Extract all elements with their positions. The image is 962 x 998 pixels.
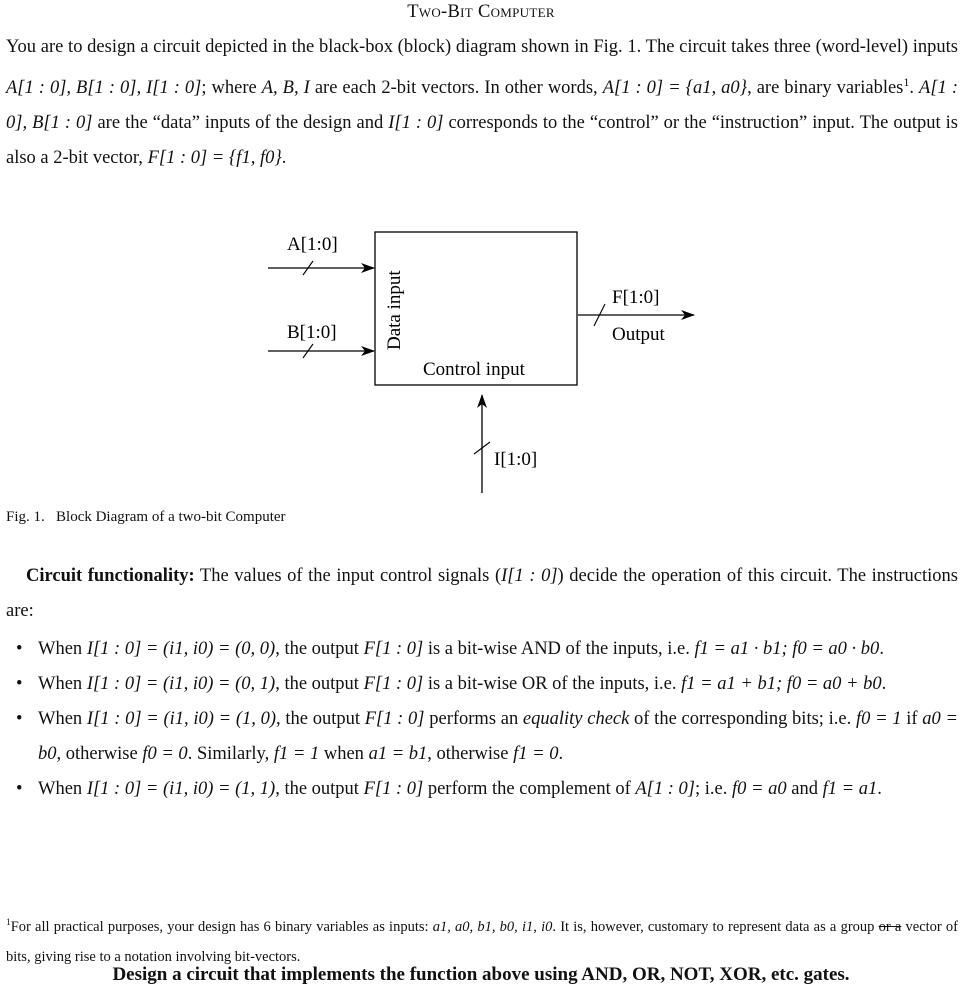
input-b-label: B[1:0]	[287, 322, 337, 343]
design-instruction: Design a circuit that implements the function above using AND, OR, NOT, XOR, etc. gates.	[112, 964, 850, 985]
control-input-name: I[1:0]	[494, 449, 538, 470]
intro-paragraph: You are to design a circuit depicted in the black-box (block) diagram shown in Fig. 1. The circuit takes three (word-level) inputs A[1 : 0], B[1 : 0], I[1 : 0]; where A, B, I are each 2-bit vectors. In other words, A[1 : 0] = {a1, a0}, are binary variables$^1$. A[1 : 0], B[1 : 0] are the “data” inputs of the design and I[1 : 0] corresponds to the “control” or the “instruction” input. The output is also a 2-bit vector, F[1 : 0] = {f1, f0}.	[6, 37, 958, 169]
footnote: $^1$For all practical purposes, your design has 6 binary variables as inputs: a1, a0, b1, b0, i1, i0. It is, however, customary to represent data as a group or a vector of bits, giving rise to a notation involving bit-vectors.	[6, 918, 959, 965]
list-item: • When I[1 : 0] = (i1, i0) = (1, 1), the output F[1 : 0] perform the complement of A[1 : 0]; i.e. f0 = a0 and f1 = a1.	[6, 772, 958, 807]
math-data-inputs: A[1 : 0], B[1 : 0]	[6, 78, 958, 134]
block-diagram	[0, 220, 962, 505]
footnote-mark: 1	[6, 918, 11, 928]
struck-text: or a	[878, 918, 902, 935]
control-input-label: Control input	[423, 359, 525, 380]
footnote-ref: 1	[903, 75, 910, 89]
math-control: I[1 : 0]	[388, 113, 444, 134]
instruction-list	[6, 632, 958, 807]
math-inputs: A[1 : 0], B[1 : 0], I[1 : 0]	[6, 78, 202, 99]
page-title: Two-Bit Computer	[407, 2, 555, 22]
list-item: • When I[1 : 0] = (i1, i0) = (0, 0), the output F[1 : 0] is a bit-wise AND of the inputs, i.e. f1 = a1 · b1; f0 = a0 · b0.	[6, 632, 958, 667]
functionality-heading: Circuit functionality:	[26, 566, 195, 586]
math-a-def: A[1 : 0] = {a1, a0}	[602, 78, 748, 99]
functionality-paragraph: Circuit functionality: The values of the input control signals (I[1 : 0]) decide the operation of this circuit. The instructions are:	[6, 566, 958, 621]
output-label: F[1:0]	[612, 287, 660, 308]
input-a-label: A[1:0]	[287, 234, 338, 255]
output-word: Output	[612, 324, 665, 345]
list-item: • When I[1 : 0] = (i1, i0) = (1, 0), the output F[1 : 0] performs an equality check of the corresponding bits; i.e. f0 = 1 if a0 = b0, otherwise f0 = 0. Similarly, f1 = 1 when a1 = b1, otherwise f1 = 0.	[6, 702, 958, 772]
math-output: F[1 : 0] = {f1, f0}	[147, 148, 282, 169]
math-vectors: A, B, I	[261, 78, 310, 99]
list-item: • When I[1 : 0] = (i1, i0) = (0, 1), the output F[1 : 0] is a bit-wise OR of the inputs, i.e. f1 = a1 + b1; f0 = a0 + b0.	[6, 667, 958, 702]
figure-caption: Fig. 1. Block Diagram of a two-bit Computer	[6, 509, 286, 525]
data-input-label: Data input	[384, 270, 405, 350]
